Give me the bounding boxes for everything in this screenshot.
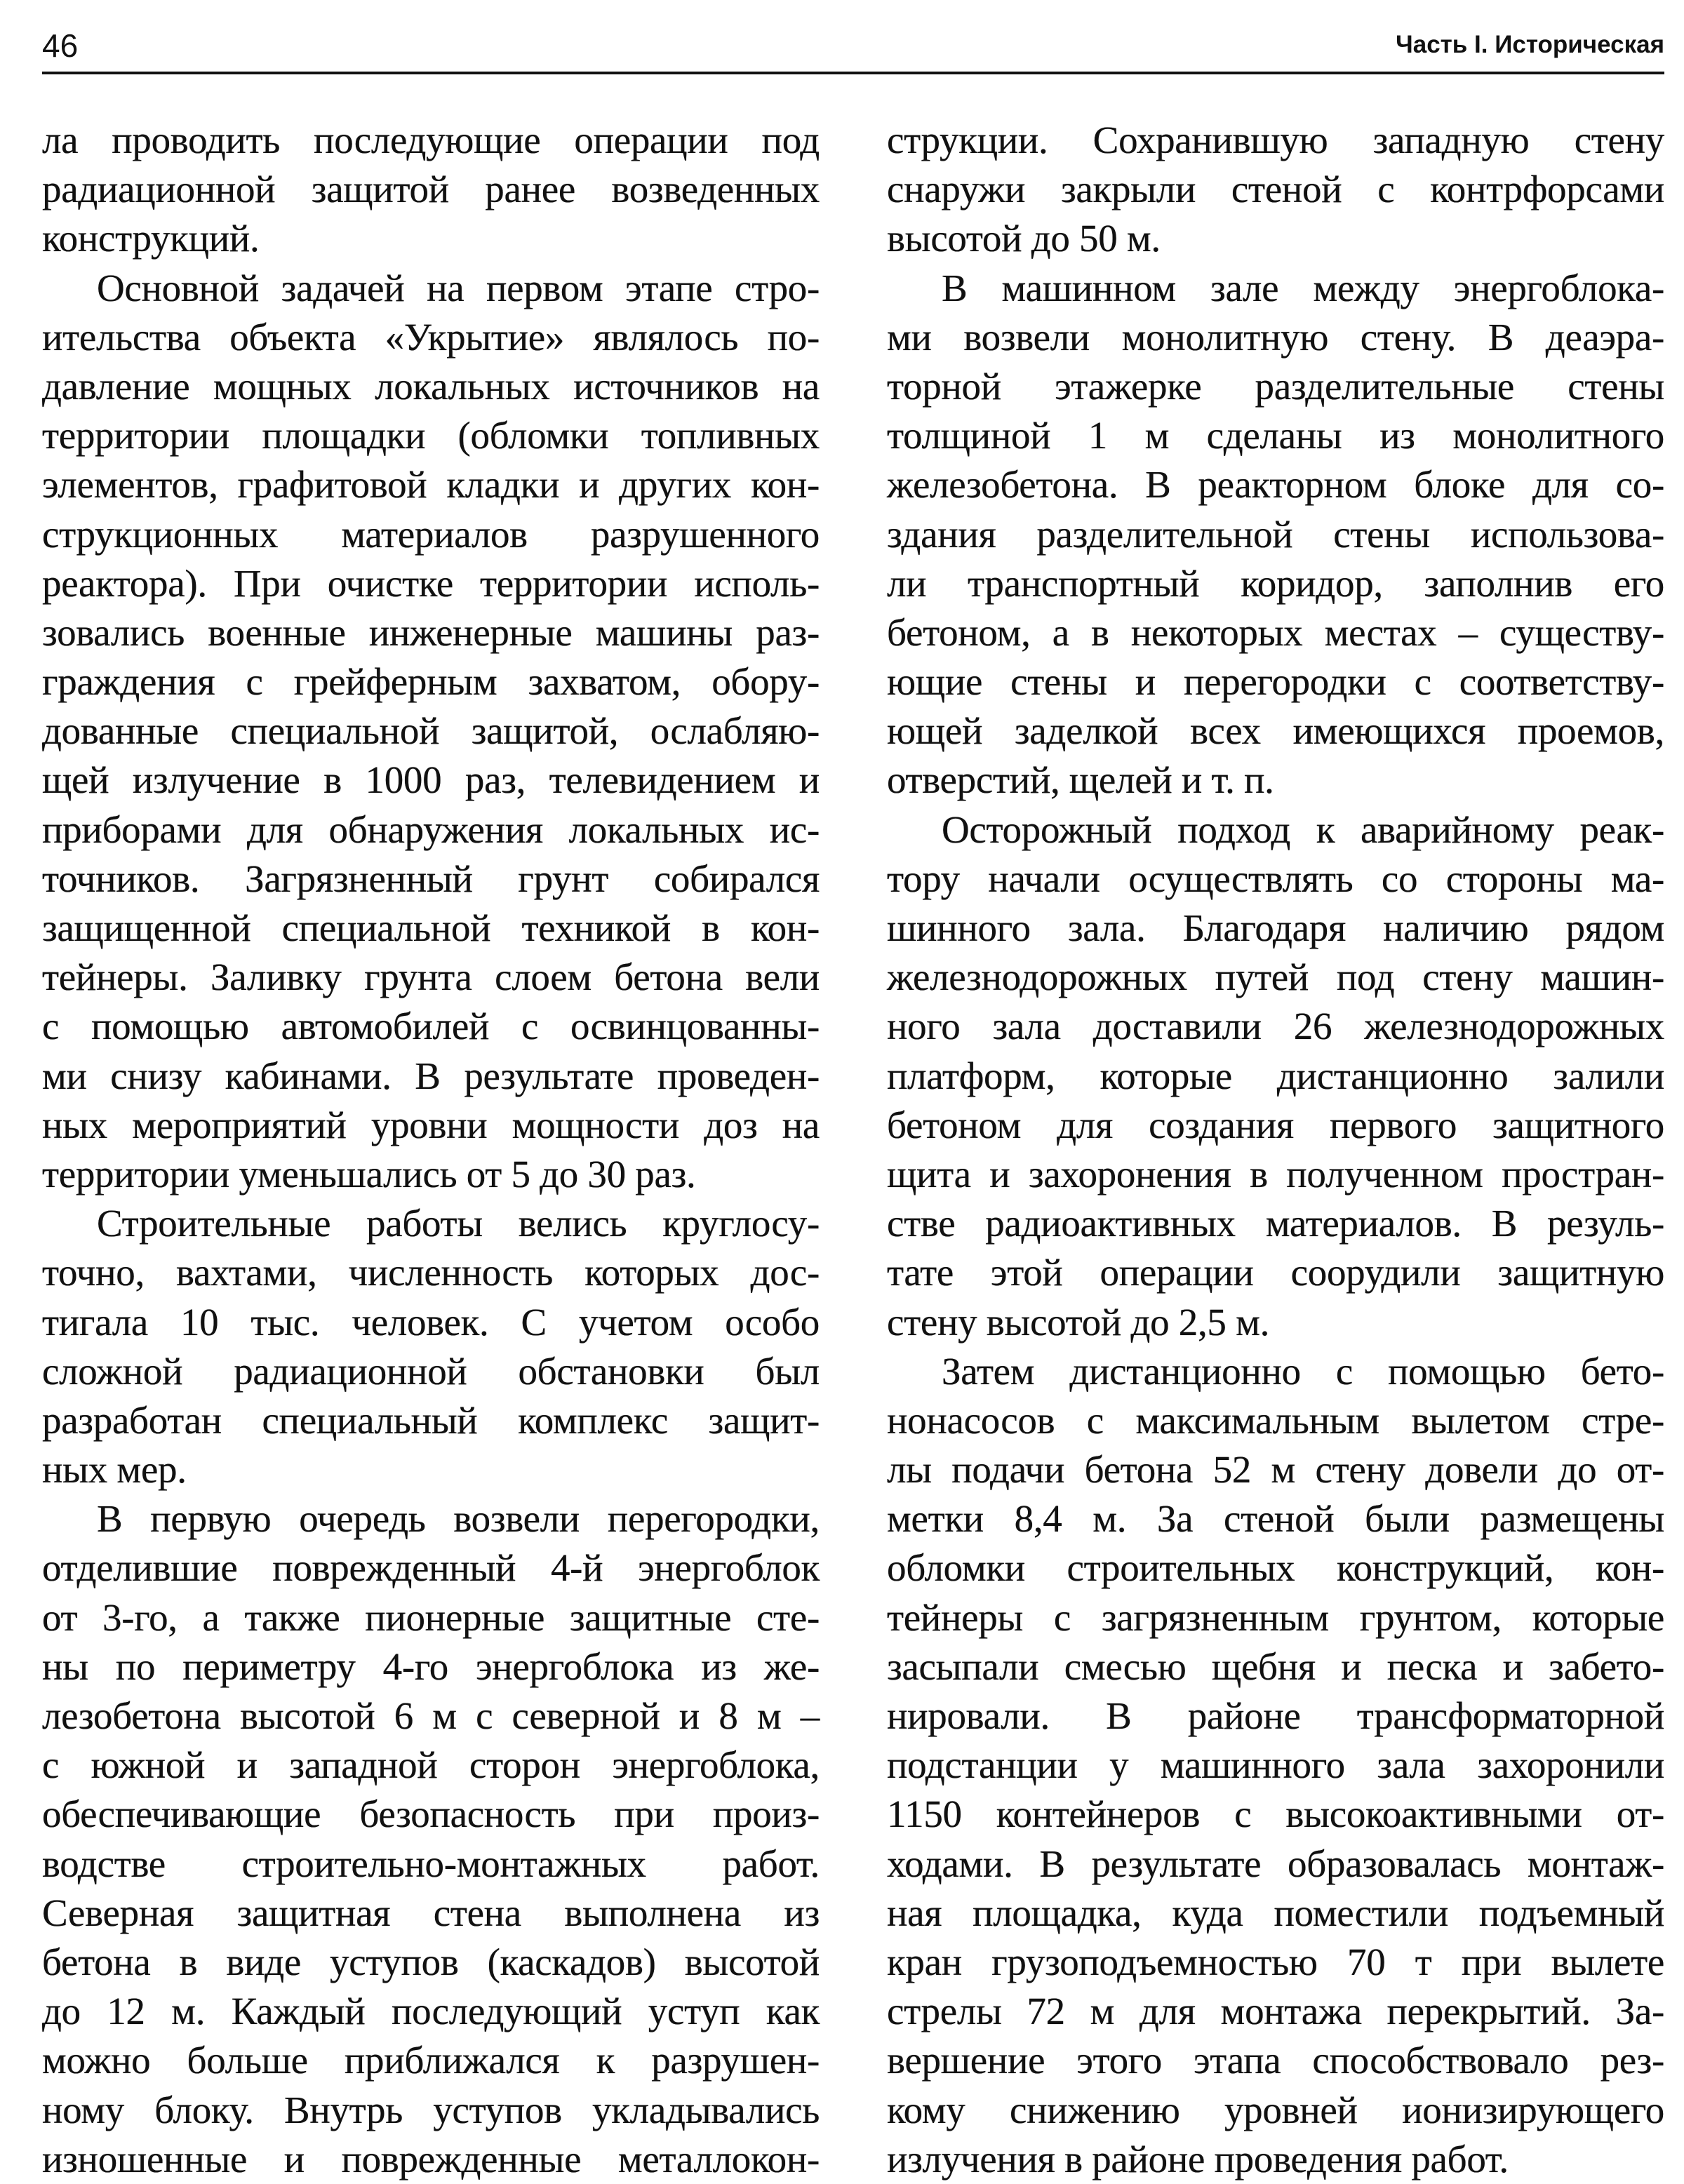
text-line: зовались военные инженерные машины раз- bbox=[42, 610, 820, 654]
text-line: Основной задачей на первом этапе стро- bbox=[97, 266, 820, 309]
text-line: излучения в районе проведения работ. bbox=[887, 2137, 1509, 2180]
text-line: ны по периметру 4-го энергоблока из же- bbox=[42, 1644, 820, 1688]
paragraph bbox=[42, 264, 820, 1200]
text-line: ющие стены и перегородки с соответству- bbox=[887, 660, 1664, 704]
text-line: точно, вахтами, численность которых дос- bbox=[42, 1251, 820, 1294]
paragraph bbox=[887, 116, 1664, 264]
text-line: железнодорожных путей под стену машин- bbox=[887, 956, 1664, 999]
text-line: изношенные и поврежденные металлокон- bbox=[42, 2137, 820, 2180]
text-line: В машинном зале между энергоблока- bbox=[942, 266, 1664, 309]
text-line: разработан специальный комплекс защит- bbox=[42, 1398, 820, 1442]
text-line: торной этажерке разделительные стены bbox=[887, 364, 1664, 408]
page-number: 46 bbox=[42, 27, 79, 64]
text-line: ных мер. bbox=[42, 1448, 187, 1492]
text-line: тате этой операции соорудили защитную bbox=[887, 1251, 1664, 1294]
text-line: щита и захоронения в полученном простран- bbox=[887, 1152, 1664, 1195]
text-line: тигала 10 тыс. человек. С учетом особо bbox=[42, 1300, 820, 1344]
text-line: обломки строительных конструкций, кон- bbox=[887, 1546, 1664, 1590]
paragraph bbox=[887, 805, 1664, 1347]
text-line: с помощью автомобилей с освинцованны- bbox=[42, 1005, 820, 1048]
text-line: дованные специальной защитой, ослабляю- bbox=[42, 709, 820, 753]
text-line: сложной радиационной обстановки был bbox=[42, 1349, 820, 1393]
text-line: Строительные работы велись круглосу- bbox=[97, 1202, 820, 1245]
text-line: ли транспортный коридор, заполнив его bbox=[887, 561, 1664, 605]
running-head: Часть I. Историческая bbox=[1396, 31, 1664, 58]
text-line: метки 8,4 м. За стеной были размещены bbox=[887, 1497, 1664, 1541]
text-line: конструкций. bbox=[42, 217, 260, 260]
text-line: ительства объекта «Укрытие» являлось по- bbox=[42, 315, 820, 359]
text-line: до 12 м. Каждый последующий уступ как bbox=[42, 1990, 820, 2033]
text-line: струкции. Сохранившую западную стену bbox=[887, 119, 1664, 161]
text-line: тейнеры. Заливку грунта слоем бетона вели bbox=[42, 956, 820, 999]
text-line: кому снижению уровней ионизирующего bbox=[887, 2088, 1664, 2131]
text-line: приборами для обнаружения локальных ис- bbox=[42, 808, 820, 851]
text-line: ная площадка, куда поместили подъемный bbox=[887, 1891, 1664, 1934]
text-line: ми возвели монолитную стену. В деаэра- bbox=[887, 315, 1664, 359]
text-line: давление мощных локальных источников на bbox=[42, 364, 820, 408]
text-line: бетона в виде уступов (каскадов) высотой bbox=[42, 1940, 820, 1983]
text-line: Затем дистанционно с помощью бето- bbox=[942, 1349, 1664, 1393]
text-line: платформ, которые дистанционно залили bbox=[887, 1054, 1664, 1097]
text-line: от 3-го, а также пионерные защитные сте- bbox=[42, 1595, 820, 1639]
text-line: ми снизу кабинами. В результате проведен- bbox=[42, 1054, 820, 1097]
paragraph bbox=[42, 1494, 820, 2184]
text-line: стену высотой до 2,5 м. bbox=[887, 1300, 1270, 1344]
text-line: территории уменьшались от 5 до 30 раз. bbox=[42, 1152, 696, 1195]
text-line: ного зала доставили 26 железнодорожных bbox=[887, 1005, 1664, 1048]
text-line: Осторожный подход к аварийному реак- bbox=[942, 808, 1664, 851]
text-line: ных мероприятий уровни мощности доз на bbox=[42, 1103, 820, 1146]
text-line: реактора). При очистке территории исполь- bbox=[42, 561, 820, 605]
text-column-right bbox=[887, 116, 1664, 2184]
text-line: точников. Загрязненный грунт собирался bbox=[42, 857, 820, 900]
text-line: бетоном, а в некоторых местах – существу- bbox=[887, 610, 1664, 654]
text-line: подстанции у машинного зала захоронили bbox=[887, 1743, 1664, 1787]
text-line: железобетона. В реакторном блоке для со- bbox=[887, 463, 1664, 507]
text-line: можно больше приближался к разрушен- bbox=[42, 2039, 820, 2082]
text-line: засыпали смесью щебня и песка и забето- bbox=[887, 1644, 1664, 1688]
text-line: защищенной специальной техникой в кон- bbox=[42, 906, 820, 949]
text-line: В первую очередь возвели перегородки, bbox=[97, 1497, 820, 1541]
text-line: снаружи закрыли стеной с контрфорсами bbox=[887, 168, 1664, 211]
text-line: граждения с грейферным захватом, обору- bbox=[42, 660, 820, 704]
text-line: нонасосов с максимальным вылетом стре- bbox=[887, 1398, 1664, 1442]
text-line: Северная защитная стена выполнена из bbox=[42, 1891, 820, 1934]
text-line: вершение этого этапа способствовало рез- bbox=[887, 2039, 1664, 2082]
paragraph bbox=[42, 1199, 820, 1494]
text-line: тейнеры с загрязненным грунтом, которые bbox=[887, 1595, 1664, 1639]
text-line: ходами. В результате образовалась монтаж- bbox=[887, 1842, 1664, 1885]
paragraph bbox=[887, 264, 1664, 805]
text-line: бетоном для создания первого защитного bbox=[887, 1103, 1664, 1146]
text-line: здания разделительной стены использова- bbox=[887, 512, 1664, 556]
text-line: обеспечивающие безопасность при произ- bbox=[42, 1793, 820, 1836]
paragraph bbox=[887, 1347, 1664, 2184]
text-line: стве радиоактивных материалов. В резуль- bbox=[887, 1202, 1664, 1245]
text-line: щей излучение в 1000 раз, телевидением и bbox=[42, 758, 820, 802]
paragraph bbox=[42, 116, 820, 264]
text-line: ла проводить последующие операции под bbox=[42, 119, 820, 161]
header-rule bbox=[42, 72, 1664, 74]
text-line: лы подачи бетона 52 м стену довели до от- bbox=[887, 1448, 1664, 1492]
text-line: с южной и западной сторон энергоблока, bbox=[42, 1743, 820, 1787]
text-line: струкционных материалов разрушенного bbox=[42, 512, 820, 556]
text-line: нировали. В районе трансформаторной bbox=[887, 1694, 1664, 1737]
text-line: кран грузоподъемностью 70 т при вылете bbox=[887, 1940, 1664, 1983]
text-line: радиационной защитой ранее возведенных bbox=[42, 168, 820, 211]
text-line: отделившие поврежденный 4-й энергоблок bbox=[42, 1546, 820, 1590]
text-line: 1150 контейнеров с высокоактивными от- bbox=[887, 1793, 1664, 1836]
text-line: территории площадки (обломки топливных bbox=[42, 414, 820, 457]
text-line: элементов, графитовой кладки и других кон- bbox=[42, 463, 820, 507]
text-line: тору начали осуществлять со стороны ма- bbox=[887, 857, 1664, 900]
text-line: отверстий, щелей и т. п. bbox=[887, 758, 1274, 802]
text-line: высотой до 50 м. bbox=[887, 217, 1161, 260]
text-line: стрелы 72 м для монтажа перекрытий. За- bbox=[887, 1990, 1664, 2033]
text-line: шинного зала. Благодаря наличию рядом bbox=[887, 906, 1664, 949]
text-line: ющей заделкой всех имеющихся проемов, bbox=[887, 709, 1664, 753]
text-line: толщиной 1 м сделаны из монолитного bbox=[887, 414, 1664, 457]
text-column-left bbox=[42, 116, 820, 2184]
text-line: водстве строительно-монтажных работ. bbox=[42, 1842, 820, 1885]
text-line: ному блоку. Внутрь уступов укладывались bbox=[42, 2088, 820, 2131]
text-line: лезобетона высотой 6 м с северной и 8 м – bbox=[42, 1694, 820, 1737]
